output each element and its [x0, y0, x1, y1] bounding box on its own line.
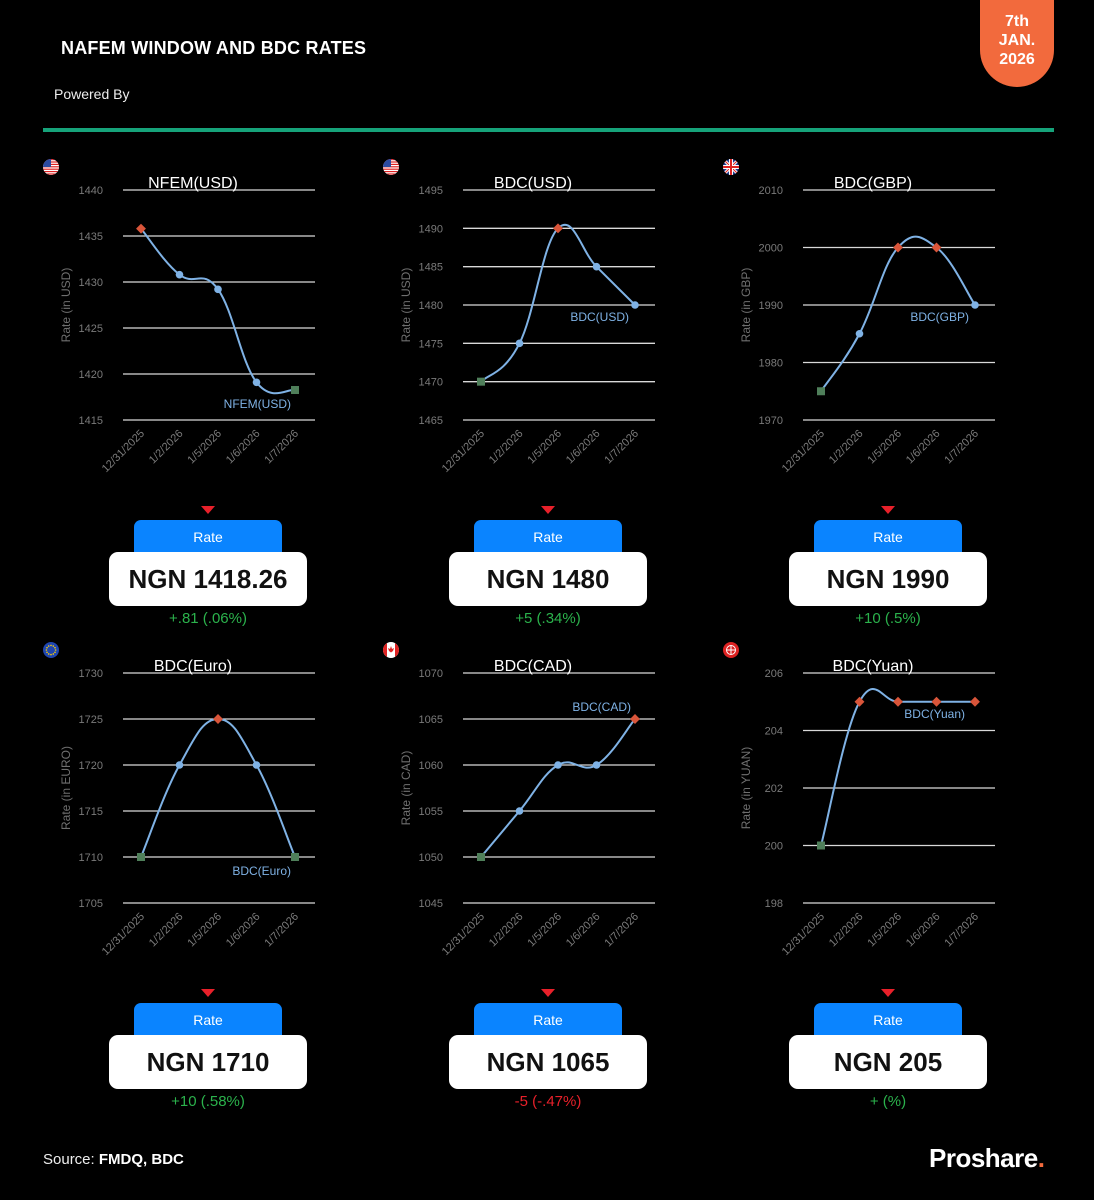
series-label: BDC(GBP)	[910, 310, 969, 324]
rate-change: +5 (.34%)	[515, 610, 581, 627]
y-tick-label: 2000	[758, 242, 783, 255]
chart-title-text: BDC(USD)	[493, 175, 573, 192]
rate-block	[789, 506, 989, 631]
data-point	[593, 761, 601, 769]
rate-block	[109, 989, 309, 1114]
rate-change: +10 (.58%)	[171, 1093, 245, 1110]
chart-title-text: BDC(Yuan)	[832, 658, 914, 675]
caret-down-icon	[201, 506, 215, 514]
y-tick-label: 1490	[418, 223, 443, 236]
data-point	[855, 697, 865, 707]
x-tick-label: 1/5/2026	[865, 427, 905, 467]
y-tick-label: 1730	[78, 668, 103, 680]
x-tick-label: 1/7/2026	[602, 910, 642, 950]
rate-value: NGN 1065	[449, 1035, 647, 1089]
rate-tab: Rate	[814, 1003, 962, 1038]
y-tick-label: 198	[764, 898, 783, 910]
chart-svg	[723, 155, 1023, 475]
y-tick-label: 1470	[418, 376, 443, 389]
data-point	[554, 761, 562, 769]
x-tick-label: 1/5/2026	[865, 910, 905, 950]
date-badge	[980, 0, 1054, 87]
y-tick-label: 1980	[758, 357, 783, 370]
source-note	[43, 1151, 184, 1168]
rate-value: NGN 205	[789, 1035, 987, 1089]
x-tick-label: 1/2/2026	[486, 427, 526, 467]
chart-5	[383, 638, 683, 958]
y-tick-label: 1435	[78, 231, 103, 243]
y-tick-label: 1475	[418, 338, 443, 351]
date-day: 7th	[1005, 13, 1029, 30]
rate-value: NGN 1480	[449, 552, 647, 606]
y-tick-label: 1425	[78, 323, 103, 335]
x-tick-label: 1/7/2026	[942, 910, 982, 950]
data-point	[893, 697, 903, 707]
brand-dot: .	[1037, 1143, 1045, 1173]
data-point	[477, 378, 485, 386]
data-point	[856, 330, 864, 338]
data-point	[137, 853, 145, 861]
x-tick-label: 1/6/2026	[903, 427, 943, 467]
uk-flag-icon	[723, 159, 739, 175]
y-tick-label: 1725	[78, 714, 103, 726]
rate-block	[789, 989, 989, 1114]
brand-name: Proshare	[929, 1143, 1038, 1173]
rate-change: -5 (-.47%)	[514, 1093, 582, 1110]
header-divider	[43, 128, 1054, 132]
chart-title	[383, 642, 683, 676]
y-axis-label: Rate (in GBP)	[739, 267, 753, 343]
data-point	[817, 387, 825, 395]
series-label: BDC(Yuan)	[904, 706, 965, 721]
data-point	[253, 761, 261, 769]
y-axis-label: Rate (in YUAN)	[739, 746, 753, 830]
y-tick-label: 1045	[418, 898, 443, 910]
rate-block	[449, 989, 649, 1114]
chart-title	[723, 642, 1023, 676]
data-point	[214, 286, 222, 294]
x-tick-label: 1/6/2026	[903, 910, 943, 950]
data-point	[291, 853, 299, 861]
y-tick-label: 1720	[78, 760, 103, 772]
caret-down-icon	[541, 506, 555, 514]
data-point	[291, 386, 299, 394]
series-line	[481, 225, 635, 382]
y-tick-label: 1420	[78, 369, 103, 381]
chart-svg	[383, 638, 683, 958]
series-line	[141, 229, 295, 394]
data-point	[253, 378, 261, 386]
y-tick-label: 204	[764, 725, 783, 738]
rate-block	[449, 506, 649, 631]
data-point	[516, 340, 524, 348]
rate-value: NGN 1418.26	[109, 552, 307, 606]
x-tick-label: 1/2/2026	[826, 427, 866, 467]
date-year: 2026	[999, 51, 1035, 68]
x-tick-label: 1/7/2026	[942, 427, 982, 467]
x-tick-label: 12/31/2025	[439, 427, 488, 475]
caret-down-icon	[201, 989, 215, 997]
x-tick-label: 1/2/2026	[146, 910, 186, 950]
y-tick-label: 1710	[78, 852, 103, 864]
rate-tab: Rate	[134, 520, 282, 555]
chart-title-text: BDC(Euro)	[153, 658, 233, 675]
chart-title-text: NFEM(USD)	[148, 175, 238, 192]
x-tick-label: 12/31/2025	[99, 427, 148, 475]
x-tick-label: 1/7/2026	[262, 910, 302, 950]
x-tick-label: 1/6/2026	[563, 910, 603, 950]
brand-logo	[929, 1143, 1044, 1174]
rate-tab: Rate	[134, 1003, 282, 1038]
series-label: BDC(USD)	[570, 310, 629, 324]
x-tick-label: 1/6/2026	[223, 910, 263, 950]
chart-2	[383, 155, 683, 475]
rate-block	[109, 506, 309, 631]
y-tick-label: 2010	[758, 185, 783, 197]
y-tick-label: 1705	[78, 898, 103, 910]
chart-svg	[383, 155, 683, 475]
y-tick-label: 1465	[418, 415, 443, 427]
x-tick-label: 1/5/2026	[525, 427, 565, 467]
chart-svg	[43, 638, 343, 958]
y-axis-label: Rate (in USD)	[59, 267, 73, 343]
y-tick-label: 200	[764, 840, 783, 853]
series-line	[141, 719, 295, 857]
y-tick-label: 1050	[418, 852, 443, 864]
source-label: Source:	[43, 1151, 95, 1168]
caret-down-icon	[881, 989, 895, 997]
y-axis-label: Rate (in EURO)	[59, 745, 73, 831]
rate-change: +.81 (.06%)	[169, 610, 247, 627]
x-tick-label: 12/31/2025	[439, 910, 488, 958]
rate-tab: Rate	[814, 520, 962, 555]
y-tick-label: 206	[764, 668, 783, 680]
x-tick-label: 12/31/2025	[99, 910, 148, 958]
x-tick-label: 12/31/2025	[779, 910, 828, 958]
chart-title	[43, 159, 343, 193]
x-tick-label: 1/7/2026	[602, 427, 642, 467]
x-tick-label: 1/6/2026	[223, 427, 263, 467]
chart-title	[723, 159, 1023, 193]
data-point	[516, 807, 524, 815]
source-value: FMDQ, BDC	[98, 1151, 184, 1168]
chart-svg	[723, 638, 1023, 958]
x-tick-label: 1/7/2026	[262, 427, 302, 467]
chart-title-text: BDC(GBP)	[833, 175, 913, 192]
y-tick-label: 1060	[418, 760, 443, 772]
y-tick-label: 1055	[418, 806, 443, 818]
y-tick-label: 1990	[758, 300, 783, 312]
x-tick-label: 1/2/2026	[146, 427, 186, 467]
data-point	[932, 697, 942, 707]
data-point	[631, 301, 639, 309]
x-tick-label: 1/5/2026	[185, 427, 225, 467]
x-tick-label: 1/6/2026	[563, 427, 603, 467]
data-point	[213, 714, 223, 724]
chart-svg	[43, 155, 343, 475]
series-label: NFEM(USD)	[223, 397, 291, 412]
caret-down-icon	[541, 989, 555, 997]
chart-title	[383, 159, 683, 193]
caret-down-icon	[881, 506, 895, 514]
series-line	[481, 719, 635, 857]
rate-value: NGN 1710	[109, 1035, 307, 1089]
data-point	[176, 761, 184, 769]
us-flag-icon	[383, 159, 399, 175]
series-label: BDC(Euro)	[232, 864, 291, 878]
rate-change: + (%)	[869, 1093, 907, 1110]
data-point	[970, 697, 980, 707]
rate-tab: Rate	[474, 520, 622, 555]
chart-4	[43, 638, 343, 958]
y-tick-label: 1440	[78, 185, 103, 197]
x-tick-label: 1/5/2026	[185, 910, 225, 950]
data-point	[477, 853, 485, 861]
rate-tab: Rate	[474, 1003, 622, 1038]
y-tick-label: 1715	[78, 806, 103, 818]
data-point	[817, 842, 825, 850]
y-axis-label: Rate (in CAD)	[399, 750, 413, 826]
y-tick-label: 1495	[418, 185, 443, 197]
chart-6	[723, 638, 1023, 958]
data-point	[593, 263, 601, 271]
data-point	[176, 271, 184, 279]
y-tick-label: 1480	[418, 300, 443, 312]
ca-flag-icon	[383, 642, 399, 658]
x-tick-label: 1/5/2026	[525, 910, 565, 950]
date-month: JAN.	[998, 32, 1036, 49]
chart-3	[723, 155, 1023, 475]
x-tick-label: 12/31/2025	[779, 427, 828, 475]
y-tick-label: 1065	[418, 714, 443, 726]
y-axis-label: Rate (in USD)	[399, 267, 413, 343]
us-flag-icon	[43, 159, 59, 175]
powered-by: Powered By	[54, 86, 130, 102]
cn-flag-icon	[723, 642, 739, 658]
y-tick-label: 1485	[418, 261, 443, 274]
y-tick-label: 202	[764, 783, 783, 795]
y-tick-label: 1970	[758, 415, 783, 427]
series-label: BDC(CAD)	[572, 700, 631, 714]
chart-title-text: BDC(CAD)	[493, 658, 573, 675]
y-tick-label: 1415	[78, 415, 103, 427]
page-title: NAFEM WINDOW AND BDC RATES	[61, 38, 367, 58]
data-point	[971, 301, 979, 309]
x-tick-label: 1/2/2026	[486, 910, 526, 950]
chart-title	[43, 642, 343, 676]
x-tick-label: 1/2/2026	[826, 910, 866, 950]
rate-value: NGN 1990	[789, 552, 987, 606]
eu-flag-icon	[43, 642, 59, 658]
chart-1	[43, 155, 343, 475]
y-tick-label: 1070	[418, 668, 443, 680]
y-tick-label: 1430	[78, 277, 103, 289]
rate-change: +10 (.5%)	[855, 610, 921, 627]
